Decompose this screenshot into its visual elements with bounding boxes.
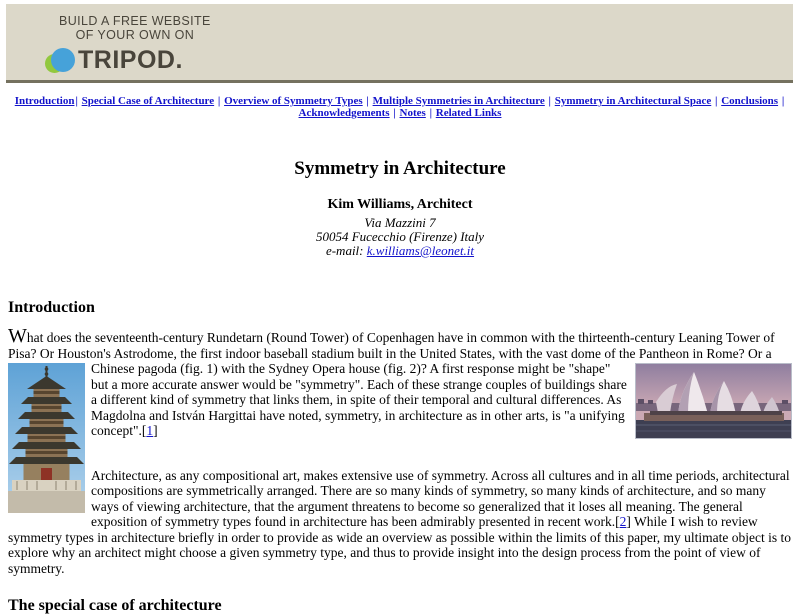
p1-note-close: ] — [153, 423, 158, 438]
tripod-ad-banner[interactable] — [6, 4, 793, 83]
footnote-link-1[interactable]: 1 — [146, 423, 154, 438]
p1-text-before-figures: hat does the seventeenth-century Rundetarn (Round Tower) of Copenhagen have in common with the thirteenth-century Leaning Tower of Pisa? Or Houston's Astrodome, the first indoor baseball stadium built in the United States, with the vast dome of the Pantheon in Rome? Or a Chinese pagoda (fig. 1) — [8, 330, 775, 376]
nav-link-acknowledgements[interactable]: Acknowledgements — [298, 107, 390, 119]
address-city: 50054 Fucecchio (Firenze) Italy — [315, 229, 485, 244]
top-navigation — [8, 95, 792, 119]
nav-link-related-links[interactable]: Related Links — [435, 107, 502, 119]
article-content — [0, 158, 800, 615]
intro-paragraph-2 — [8, 468, 792, 577]
author-address — [8, 216, 792, 258]
pagoda-photo — [8, 363, 85, 513]
nav-link-notes[interactable]: Notes — [399, 107, 426, 119]
nav-link-multiple-symmetries[interactable]: Multiple Symmetries in Architecture — [372, 95, 545, 107]
banner-tagline-line2: OF YOUR OWN ON — [75, 27, 195, 42]
nav-separator: | — [217, 95, 221, 107]
nav-separator: | — [781, 95, 785, 107]
nav-separator: | — [393, 107, 396, 119]
address-street: Via Mazzini 7 — [364, 215, 436, 230]
nav-link-special-case[interactable]: Special Case of Architecture — [81, 95, 215, 107]
author-name: Kim Williams, Architect — [327, 197, 473, 212]
tripod-logo-text: TRIPOD. — [78, 45, 183, 74]
address-email-line — [8, 244, 792, 258]
special-case-heading: The special case of architecture — [8, 597, 222, 614]
p2-text-part2: ] While I wish to review symmetry types in architecture briefly in order to provide as wide an overview as possible within the limits of this paper, my ultimate object is to explore why an architect might choose a given symmetry type, and thus to provide insight into the design process from the point of view of symmetry. — [8, 514, 792, 576]
nav-link-conclusions[interactable]: Conclusions — [721, 95, 779, 107]
introduction-heading: Introduction — [8, 299, 95, 316]
nav-separator: | — [366, 95, 369, 107]
nav-link-introduction[interactable]: Introduction — [14, 95, 75, 107]
nav-separator: | — [715, 95, 718, 107]
nav-link-overview-symmetry-types[interactable]: Overview of Symmetry Types — [224, 95, 363, 107]
footnote-link-2[interactable]: 2 — [619, 514, 627, 529]
sydney-opera-house-photo — [635, 363, 792, 439]
banner-tagline — [59, 15, 211, 42]
tripod-logo-blue-dot-icon — [51, 48, 75, 72]
nav-link-architectural-space[interactable]: Symmetry in Architectural Space — [554, 95, 712, 107]
p2-text-part1: Architecture, as any compositional art, makes extensive use of symmetry. Across all cultures and in all time periods, architectural compositions are symmetrically arranged. There are so many kinds of symmetry, so many kinds of architecture, and so many ways of viewing architecture, that the argument threatens to become so generalized that it loses all meaning. The general exposition of symmetry types found in architecture has been admirably presented in recent work.[ — [91, 467, 790, 529]
tripod-logo — [45, 47, 793, 73]
email-prefix: e-mail: — [325, 243, 367, 258]
nav-separator: | — [548, 95, 551, 107]
page-title: Symmetry in Architecture — [294, 158, 506, 179]
paragraph-dropcap: W — [8, 325, 27, 347]
email-link[interactable]: k.williams@leonet.it — [366, 243, 475, 258]
intro-paragraph-1 — [8, 325, 792, 439]
p1-text-after-figures: with the Sydney Opera house (fig. 2)? A first response might be "shape" but a more accurate answer would be "symmetry". Each of these strange couples of buildings share a different kind of symmetry that links them, in spite of their temporal and cultural differences. As Magdolna and István Hargittai have noted, symmetry, in architecture as in other arts, is "a unifying concept".[ — [91, 361, 627, 438]
nav-separator: | — [75, 95, 78, 107]
nav-separator: | — [429, 107, 432, 119]
banner-tagline-line1: BUILD A FREE WEBSITE — [59, 14, 211, 28]
